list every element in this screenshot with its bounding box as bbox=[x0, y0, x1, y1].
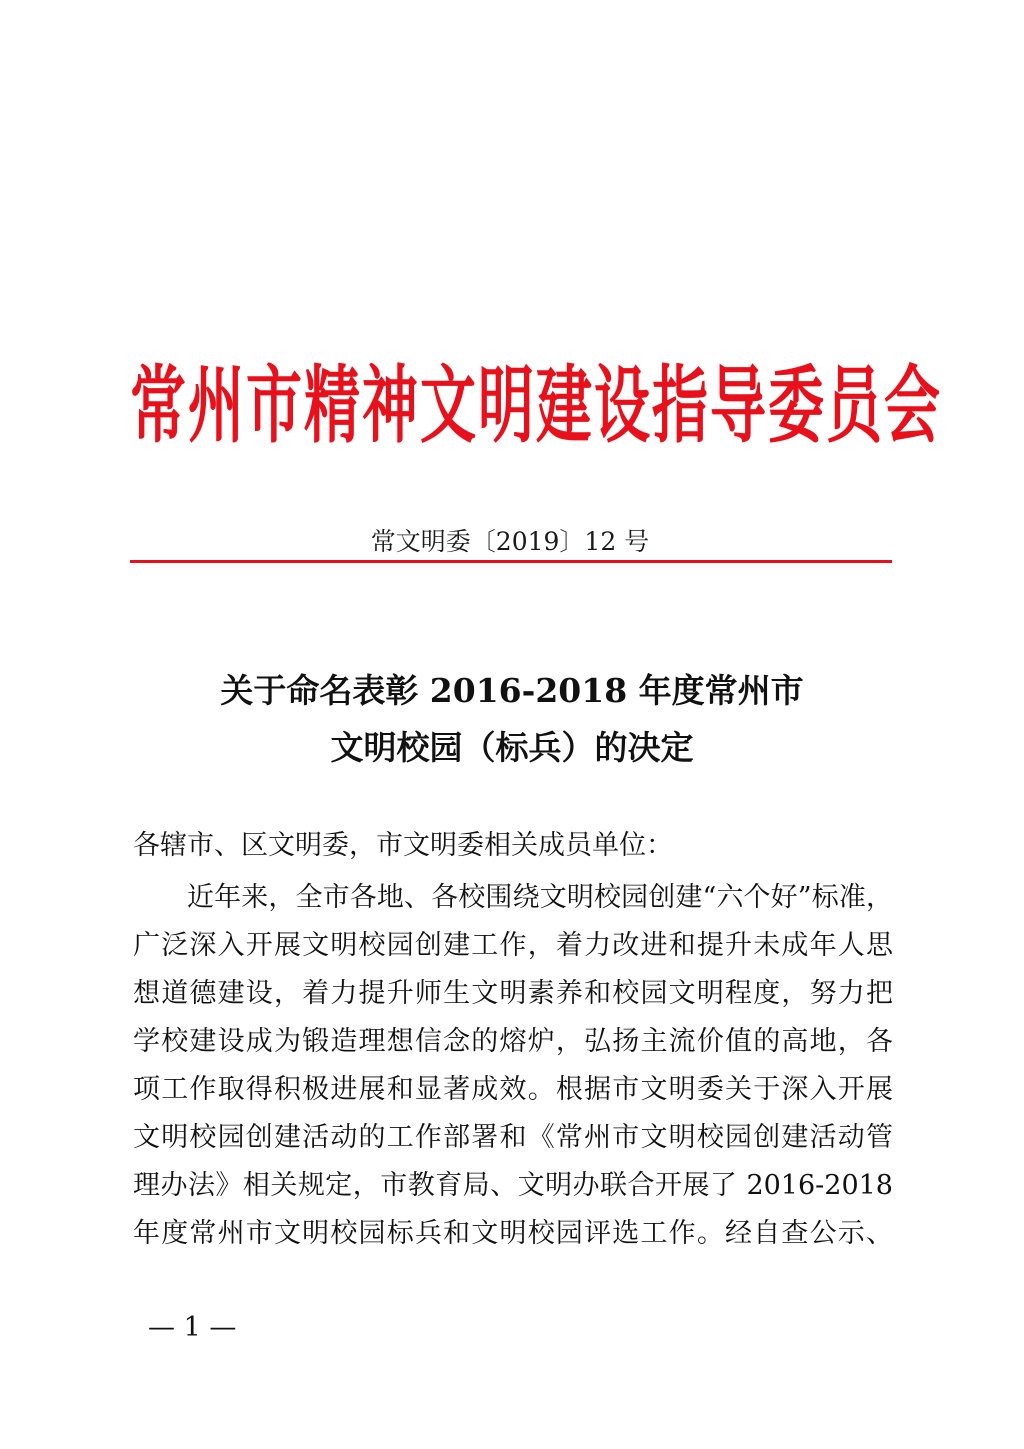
document-title bbox=[130, 662, 894, 776]
body-line: 想道德建设，着力提升师生文明素养和校园文明程度，努力把 bbox=[133, 978, 893, 1009]
body-line: 项工作取得积极进展和显著成效。根据市文明委关于深入开展 bbox=[133, 1074, 893, 1105]
body-paragraph bbox=[133, 878, 893, 1262]
masthead-title: 常州市精神文明建设指导委员会 bbox=[130, 358, 942, 456]
body-line: 理办法》相关规定，市教育局、文明办联合开展了 2016-2018 bbox=[133, 1170, 893, 1201]
body-line: 学校建设成为锻造理想信念的熔炉，弘扬主流价值的高地，各 bbox=[133, 1026, 893, 1057]
body-line: 广泛深入开展文明校园创建工作，着力改进和提升未成年人思 bbox=[133, 930, 893, 961]
salutation: 各辖市、区文明委，市文明委相关成员单位： bbox=[133, 830, 673, 861]
body-line: 年度常州市文明校园标兵和文明校园评选工作。经自查公示、 bbox=[133, 1218, 893, 1249]
title-line-2: 文明校园（标兵）的决定 bbox=[330, 728, 694, 767]
body-line: 近年来，全市各地、各校围绕文明校园创建“六个好”标准， bbox=[187, 882, 893, 913]
document-number: 常文明委〔2019〕12 号 bbox=[370, 527, 650, 556]
title-line-1: 关于命名表彰 2016-2018 年度常州市 bbox=[220, 671, 804, 710]
red-divider-line bbox=[130, 560, 892, 563]
page-number: — 1 — bbox=[148, 1312, 237, 1343]
body-line: 文明校园创建活动的工作部署和《常州市文明校园创建活动管 bbox=[133, 1122, 893, 1153]
